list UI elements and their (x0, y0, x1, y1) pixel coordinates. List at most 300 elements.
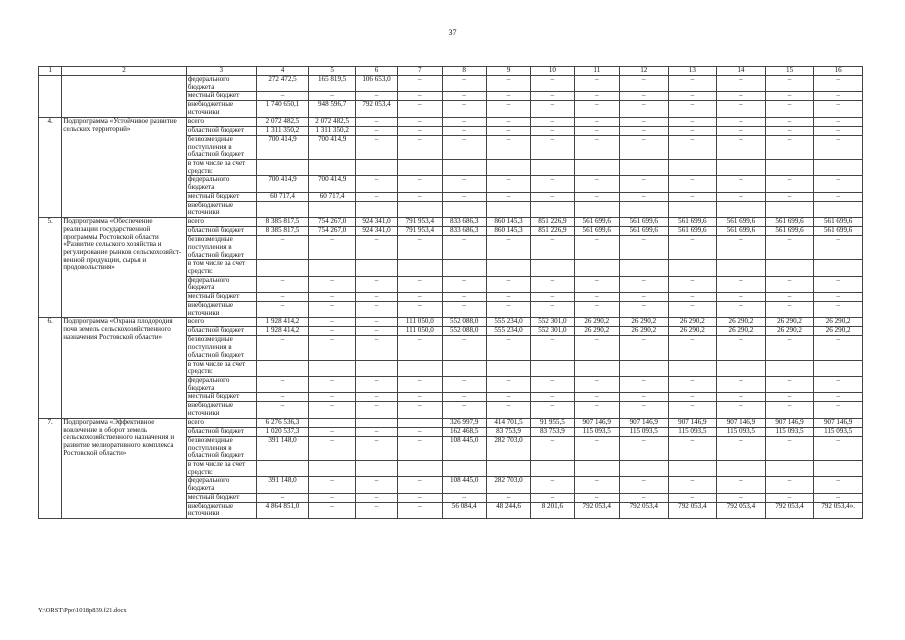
amount-cell: 561 699,6 (717, 227, 766, 236)
amount-cell: – (309, 92, 355, 101)
amount-cell: 391 148,0 (256, 477, 309, 493)
column-header: 8 (442, 67, 486, 76)
amount-cell: – (814, 393, 863, 402)
amount-cell: – (765, 477, 814, 493)
amount-cell: – (668, 117, 717, 126)
amount-cell: – (355, 318, 397, 327)
amount-cell: – (531, 376, 574, 392)
amount-cell: 851 226,9 (531, 227, 574, 236)
amount-cell: 907 146,9 (574, 418, 619, 427)
amount-cell: – (668, 436, 717, 460)
amount-cell: – (309, 376, 355, 392)
amount-cell: 907 146,9 (717, 418, 766, 427)
amount-cell: – (398, 192, 442, 201)
amount-cell: – (717, 376, 766, 392)
amount-cell: – (619, 101, 668, 117)
amount-cell: – (814, 477, 863, 493)
amount-cell: – (668, 493, 717, 502)
amount-cell (814, 159, 863, 175)
amount-cell (814, 460, 863, 476)
amount-cell (531, 159, 574, 175)
amount-cell (398, 418, 442, 427)
amount-cell: – (355, 436, 397, 460)
amount-cell: – (309, 336, 355, 360)
amount-cell: – (765, 135, 814, 159)
amount-cell: – (486, 135, 530, 159)
amount-cell: – (668, 402, 717, 418)
amount-cell: 561 699,6 (668, 227, 717, 236)
amount-cell: 561 699,6 (668, 218, 717, 227)
amount-cell: – (531, 176, 574, 192)
amount-cell: – (309, 393, 355, 402)
amount-cell: – (574, 276, 619, 292)
amount-cell: 792 053,4 (574, 502, 619, 518)
amount-cell: – (574, 126, 619, 135)
amount-cell: – (531, 135, 574, 159)
amount-cell (574, 159, 619, 175)
funding-source-label: безвозмездные поступления в областной бюджет (186, 236, 256, 260)
amount-cell: 792 053,4 (355, 101, 397, 117)
amount-cell: – (668, 92, 717, 101)
amount-cell: 282 703,0 (486, 477, 530, 493)
amount-cell (398, 260, 442, 276)
amount-cell: – (256, 493, 309, 502)
amount-cell: – (309, 327, 355, 336)
amount-cell (531, 460, 574, 476)
amount-cell (355, 418, 397, 427)
amount-cell: – (717, 126, 766, 135)
amount-cell: – (574, 176, 619, 192)
funding-source-label: областной бюджет (186, 126, 256, 135)
amount-cell: 2 072 482,5 (256, 117, 309, 126)
amount-cell: 8 385 817,5 (256, 227, 309, 236)
amount-cell (765, 201, 814, 217)
amount-cell: 833 686,3 (442, 227, 486, 236)
amount-cell: – (486, 302, 530, 318)
amount-cell (765, 360, 814, 376)
amount-cell: – (717, 436, 766, 460)
amount-cell: 2 072 482,5 (309, 117, 355, 126)
amount-cell: 165 819,5 (309, 76, 355, 92)
amount-cell (574, 460, 619, 476)
amount-cell: – (619, 117, 668, 126)
amount-cell: – (309, 477, 355, 493)
amount-cell: – (398, 477, 442, 493)
amount-cell: 561 699,6 (574, 227, 619, 236)
amount-cell: – (398, 427, 442, 436)
page-number: 37 (448, 28, 457, 37)
amount-cell: – (309, 427, 355, 436)
amount-cell: 282 703,0 (486, 436, 530, 460)
funding-source-label: всего (186, 218, 256, 227)
amount-cell: – (717, 236, 766, 260)
funding-source-label: в том числе за счет средств: (186, 260, 256, 276)
amount-cell: – (717, 192, 766, 201)
amount-cell: – (442, 493, 486, 502)
amount-cell: – (531, 336, 574, 360)
funding-source-label: областной бюджет (186, 327, 256, 336)
funding-source-label: областной бюджет (186, 427, 256, 436)
amount-cell: – (355, 502, 397, 518)
amount-cell: – (619, 402, 668, 418)
amount-cell: – (309, 502, 355, 518)
amount-cell: – (355, 276, 397, 292)
column-header: 1 (39, 67, 62, 76)
amount-cell: – (717, 477, 766, 493)
amount-cell: – (531, 276, 574, 292)
amount-cell: – (355, 477, 397, 493)
column-header: 4 (256, 67, 309, 76)
amount-cell (355, 360, 397, 376)
amount-cell: – (442, 101, 486, 117)
amount-cell: – (765, 117, 814, 126)
amount-cell: 555 234,0 (486, 318, 530, 327)
amount-cell: – (398, 135, 442, 159)
amount-cell: 162 468,5 (442, 427, 486, 436)
amount-cell: – (398, 92, 442, 101)
amount-cell: – (355, 393, 397, 402)
amount-cell: – (668, 76, 717, 92)
amount-cell: – (574, 302, 619, 318)
amount-cell (531, 360, 574, 376)
amount-cell: – (574, 402, 619, 418)
amount-cell: – (814, 402, 863, 418)
amount-cell: – (814, 126, 863, 135)
amount-cell (717, 260, 766, 276)
amount-cell: – (398, 502, 442, 518)
amount-cell: 700 414,9 (309, 176, 355, 192)
amount-cell: – (619, 176, 668, 192)
amount-cell: – (309, 293, 355, 302)
amount-cell: – (486, 92, 530, 101)
amount-cell: – (355, 376, 397, 392)
amount-cell (717, 460, 766, 476)
amount-cell: – (619, 393, 668, 402)
budget-table-body (39, 67, 863, 519)
amount-cell: 106 653,0 (355, 76, 397, 92)
amount-cell: 907 146,9 (619, 418, 668, 427)
amount-cell: – (531, 436, 574, 460)
amount-cell (442, 460, 486, 476)
amount-cell (442, 260, 486, 276)
column-header: 16 (814, 67, 863, 76)
amount-cell: – (486, 393, 530, 402)
amount-cell (309, 260, 355, 276)
amount-cell: – (531, 293, 574, 302)
amount-cell (256, 159, 309, 175)
amount-cell: – (619, 192, 668, 201)
amount-cell: – (398, 76, 442, 92)
amount-cell: 272 472,5 (256, 76, 309, 92)
amount-cell (668, 460, 717, 476)
amount-cell: – (765, 192, 814, 201)
table-row (39, 418, 863, 427)
amount-cell (256, 460, 309, 476)
amount-cell: – (574, 376, 619, 392)
amount-cell: – (355, 236, 397, 260)
table-row (39, 76, 863, 92)
amount-cell: – (765, 436, 814, 460)
amount-cell: – (574, 293, 619, 302)
amount-cell: – (668, 236, 717, 260)
amount-cell: – (668, 126, 717, 135)
amount-cell: 792 053,4». (814, 502, 863, 518)
funding-source-label: безвозмездные поступления в областной бюджет (186, 336, 256, 360)
amount-cell: 115 093,5 (814, 427, 863, 436)
amount-cell: – (619, 302, 668, 318)
table-row (39, 117, 863, 126)
amount-cell: – (531, 192, 574, 201)
amount-cell (574, 201, 619, 217)
amount-cell: 700 414,9 (256, 135, 309, 159)
column-header: 15 (765, 67, 814, 76)
amount-cell: – (442, 293, 486, 302)
amount-cell: – (486, 293, 530, 302)
amount-cell: – (531, 393, 574, 402)
amount-cell (619, 360, 668, 376)
subprogram-name: Подпрограмма «Устойчивое развитие сельских территорий» (62, 117, 187, 217)
amount-cell: – (486, 176, 530, 192)
amount-cell: 561 699,6 (619, 218, 668, 227)
column-header: 2 (62, 67, 187, 76)
row-number (39, 76, 62, 118)
amount-cell: – (442, 176, 486, 192)
amount-cell: – (442, 76, 486, 92)
amount-cell: – (486, 376, 530, 392)
amount-cell: 561 699,6 (717, 218, 766, 227)
amount-cell: 907 146,9 (765, 418, 814, 427)
amount-cell: 115 093,5 (717, 427, 766, 436)
amount-cell (619, 260, 668, 276)
amount-cell: – (765, 176, 814, 192)
amount-cell: 26 290,2 (668, 327, 717, 336)
amount-cell: – (355, 402, 397, 418)
amount-cell: – (531, 126, 574, 135)
amount-cell: – (574, 117, 619, 126)
amount-cell: – (398, 101, 442, 117)
amount-cell: 552 301,0 (531, 327, 574, 336)
amount-cell: 26 290,2 (574, 318, 619, 327)
amount-cell: – (398, 402, 442, 418)
amount-cell: 26 290,2 (619, 318, 668, 327)
amount-cell: – (574, 101, 619, 117)
amount-cell: – (717, 176, 766, 192)
amount-cell: – (814, 376, 863, 392)
amount-cell: – (256, 376, 309, 392)
amount-cell: – (398, 302, 442, 318)
amount-cell: 1 740 650,1 (256, 101, 309, 117)
amount-cell: – (398, 393, 442, 402)
amount-cell: – (717, 402, 766, 418)
amount-cell (486, 159, 530, 175)
amount-cell: – (256, 236, 309, 260)
amount-cell: – (442, 236, 486, 260)
amount-cell: – (814, 76, 863, 92)
subprogram-name: Подпрограмма «Обеспечение реализации государственной программы Ростовской области «Развитие сельского хозяйства и регулирование рынков сельскохозяйст-венной продукции, сырья и продовольствия» (62, 218, 187, 318)
amount-cell: – (355, 327, 397, 336)
amount-cell (486, 201, 530, 217)
amount-cell: – (398, 176, 442, 192)
amount-cell: – (309, 302, 355, 318)
amount-cell: 26 290,2 (717, 318, 766, 327)
amount-cell: – (355, 117, 397, 126)
amount-cell: 26 290,2 (765, 327, 814, 336)
amount-cell: – (531, 76, 574, 92)
amount-cell: – (765, 76, 814, 92)
amount-cell: – (814, 276, 863, 292)
amount-cell: 60 717,4 (309, 192, 355, 201)
amount-cell: – (398, 336, 442, 360)
amount-cell: 6 276 536,3 (256, 418, 309, 427)
amount-cell: – (442, 376, 486, 392)
amount-cell: – (765, 126, 814, 135)
amount-cell: – (717, 117, 766, 126)
amount-cell (668, 260, 717, 276)
funding-source-label: внебюджетные источники (186, 502, 256, 518)
funding-source-label: внебюджетные источники (186, 201, 256, 217)
amount-cell: 561 699,6 (619, 227, 668, 236)
amount-cell: – (814, 176, 863, 192)
header-row (39, 67, 863, 76)
amount-cell: – (256, 276, 309, 292)
amount-cell: 26 290,2 (814, 318, 863, 327)
amount-cell: – (668, 293, 717, 302)
funding-source-label: всего (186, 117, 256, 126)
amount-cell: – (717, 76, 766, 92)
amount-cell: – (531, 92, 574, 101)
amount-cell (717, 201, 766, 217)
amount-cell (256, 360, 309, 376)
amount-cell: – (486, 236, 530, 260)
amount-cell: 83 753,9 (531, 427, 574, 436)
amount-cell (398, 201, 442, 217)
amount-cell (486, 360, 530, 376)
amount-cell (442, 360, 486, 376)
amount-cell: 111 050,0 (398, 327, 442, 336)
amount-cell: 792 053,4 (717, 502, 766, 518)
amount-cell: – (574, 236, 619, 260)
amount-cell: – (486, 76, 530, 92)
amount-cell: 26 290,2 (814, 327, 863, 336)
amount-cell: – (814, 192, 863, 201)
amount-cell (355, 201, 397, 217)
subprogram-name: Подпрограмма «Охрана плодородия почв земель сельскохозяйственного назначения Ростовской области» (62, 318, 187, 418)
row-number: 7. (39, 418, 62, 518)
amount-cell: – (531, 477, 574, 493)
amount-cell: – (574, 336, 619, 360)
amount-cell: – (814, 293, 863, 302)
amount-cell: – (619, 293, 668, 302)
amount-cell: 108 445,0 (442, 477, 486, 493)
amount-cell: – (619, 126, 668, 135)
amount-cell: – (355, 336, 397, 360)
funding-source-label: в том числе за счет средств: (186, 360, 256, 376)
column-header: 11 (574, 67, 619, 76)
amount-cell: – (574, 436, 619, 460)
amount-cell: – (574, 76, 619, 92)
column-header: 14 (717, 67, 766, 76)
amount-cell: 91 955,5 (531, 418, 574, 427)
amount-cell: – (531, 236, 574, 260)
amount-cell (486, 460, 530, 476)
amount-cell: 1 020 537,3 (256, 427, 309, 436)
amount-cell: – (355, 176, 397, 192)
amount-cell: – (531, 402, 574, 418)
row-number: 5. (39, 218, 62, 318)
amount-cell: – (355, 493, 397, 502)
amount-cell: – (355, 126, 397, 135)
amount-cell: – (574, 92, 619, 101)
amount-cell: – (765, 493, 814, 502)
amount-cell: – (442, 336, 486, 360)
amount-cell (814, 201, 863, 217)
amount-cell: – (256, 402, 309, 418)
funding-source-label: местный бюджет (186, 393, 256, 402)
amount-cell: – (398, 126, 442, 135)
amount-cell: – (355, 135, 397, 159)
amount-cell: 326 997,9 (442, 418, 486, 427)
amount-cell: – (442, 117, 486, 126)
amount-cell: 552 088,0 (442, 318, 486, 327)
amount-cell: – (814, 302, 863, 318)
amount-cell: 907 146,9 (668, 418, 717, 427)
amount-cell (574, 260, 619, 276)
amount-cell (442, 201, 486, 217)
amount-cell: – (531, 117, 574, 126)
amount-cell: – (486, 493, 530, 502)
funding-source-label: местный бюджет (186, 293, 256, 302)
amount-cell: 948 596,7 (309, 101, 355, 117)
column-header: 7 (398, 67, 442, 76)
column-header: 5 (309, 67, 355, 76)
amount-cell (619, 201, 668, 217)
amount-cell: – (619, 276, 668, 292)
amount-cell: 555 234,0 (486, 327, 530, 336)
amount-cell: – (398, 493, 442, 502)
amount-cell: 700 414,9 (256, 176, 309, 192)
amount-cell: – (574, 477, 619, 493)
funding-source-label: безвозмездные поступления в областной бюджет (186, 135, 256, 159)
funding-source-label: внебюджетные источники (186, 302, 256, 318)
amount-cell: – (619, 135, 668, 159)
funding-source-label: местный бюджет (186, 192, 256, 201)
amount-cell: – (668, 176, 717, 192)
amount-cell: – (717, 302, 766, 318)
amount-cell: – (814, 236, 863, 260)
amount-cell: 1 928 414,2 (256, 318, 309, 327)
row-number: 6. (39, 318, 62, 418)
amount-cell: – (309, 276, 355, 292)
amount-cell: – (486, 402, 530, 418)
amount-cell (668, 159, 717, 175)
amount-cell: – (717, 276, 766, 292)
amount-cell: 561 699,6 (765, 227, 814, 236)
amount-cell: – (814, 117, 863, 126)
funding-source-label: безвозмездные поступления в областной бюджет (186, 436, 256, 460)
funding-source-label: федерального бюджета (186, 477, 256, 493)
amount-cell: – (574, 493, 619, 502)
amount-cell: 56 084,4 (442, 502, 486, 518)
amount-cell: – (531, 493, 574, 502)
funding-source-label: федерального бюджета (186, 276, 256, 292)
amount-cell: – (531, 101, 574, 117)
amount-cell: – (668, 135, 717, 159)
amount-cell: – (717, 135, 766, 159)
amount-cell: – (619, 76, 668, 92)
funding-source-label: в том числе за счет средств: (186, 460, 256, 476)
amount-cell: 754 267,0 (309, 218, 355, 227)
amount-cell: 792 053,4 (765, 502, 814, 518)
